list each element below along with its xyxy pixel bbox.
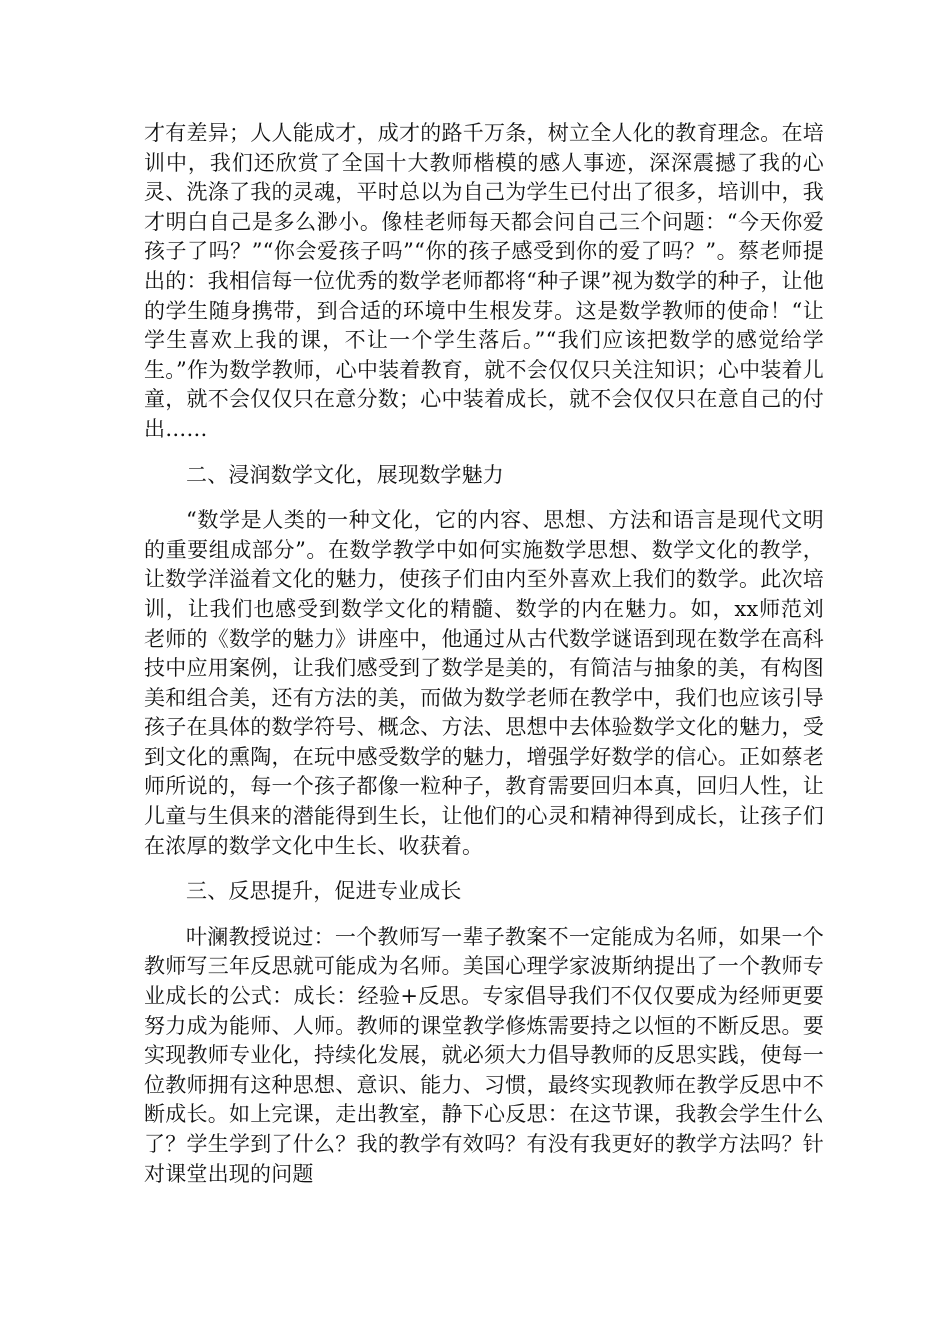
- section-heading-three: 三、反思提升，促进专业成长: [186, 879, 462, 904]
- paragraph-math-culture: “数学是人类的一种文化，它的内容、思想、方法和语言是现代文明的重要组成部分”。在数学教学中如何实施数学思想、数学文化的教学，让数学洋溢着文化的魅力，使孩子们由内至外喜欢上我们的数学。此次培训，让我们也感受到数学文化的精髓、数学的内在魅力。如，xx师范刘老师的《数学的魅力》讲座中，他通过从古代数学谜语到现在数学在高科技中应用案例，让我们感受到了数学是美的，有简洁与抽象的美，有构图美和组合美，还有方法的美，而做为数学老师在教学中，我们也应该引导孩子在具体的数学符号、概念、方法、思想中去体验数学文化的魅力，受到文化的熏陶，在玩中感受数学的魅力，增强学好数学的信心。正如蔡老师所说的，每一个孩子都像一粒种子，教育需要回归本真，回归人性，让儿童与生俱来的潜能得到生长，让他们的心灵和精神得到成长，让孩子们在浓厚的数学文化中生长、收获着。: [144, 508, 824, 858]
- paragraph-reflection: 叶澜教授说过：一个教师写一辈子教案不一定能成为名师，如果一个教师写三年反思就可能成为名师。美国心理学家波斯纳提出了一个教师专业成长的公式：成长：经验+反思。专家倡导我们不仅仅要成为经师更要努力成为能师、人师。教师的课堂教学修炼需要持之以恒的不断反思。要实现教师专业化，持续化发展，就必须大力倡导教师的反思实践，使每一位教师拥有这种思想、意识、能力、习惯，最终实现教师在教学反思中不断成长。如上完课，走出教室，静下心反思：在这节课，我教会学生什么了？学生学到了什么？我的教学有效吗？有没有我更好的教学方法吗？针对课堂出现的问题: [144, 924, 824, 1186]
- document-body: [144, 119, 824, 1189]
- section-heading-two: 二、浸润数学文化，展现数学魅力: [186, 462, 504, 487]
- paragraph-continued: 才有差异；人人能成才，成才的路千万条，树立全人化的教育理念。在培训中，我们还欣赏了全国十大教师楷模的感人事迹，深深震撼了我的心灵、洗涤了我的灵魂，平时总以为自己为学生已付出了很多，培训中，我才明白自己是多么渺小。像桂老师每天都会问自己三个问题：“今天你爱孩子了吗？”“你会爱孩子吗”“你的孩子感受到你的爱了吗？”。蔡老师提出的：我相信每一位优秀的数学老师都将“种子课”视为数学的种子，让他的学生随身携带，到合适的环境中生根发芽。这是数学教师的使命！“让学生喜欢上我的课，不让一个学生落后。”“我们应该把数学的感觉给学生。”作为数学教师，心中装着教育，就不会仅仅只关注知识；心中装着儿童，就不会仅仅只在意分数；心中装着成长，就不会仅仅只在意自己的付出……: [144, 121, 824, 441]
